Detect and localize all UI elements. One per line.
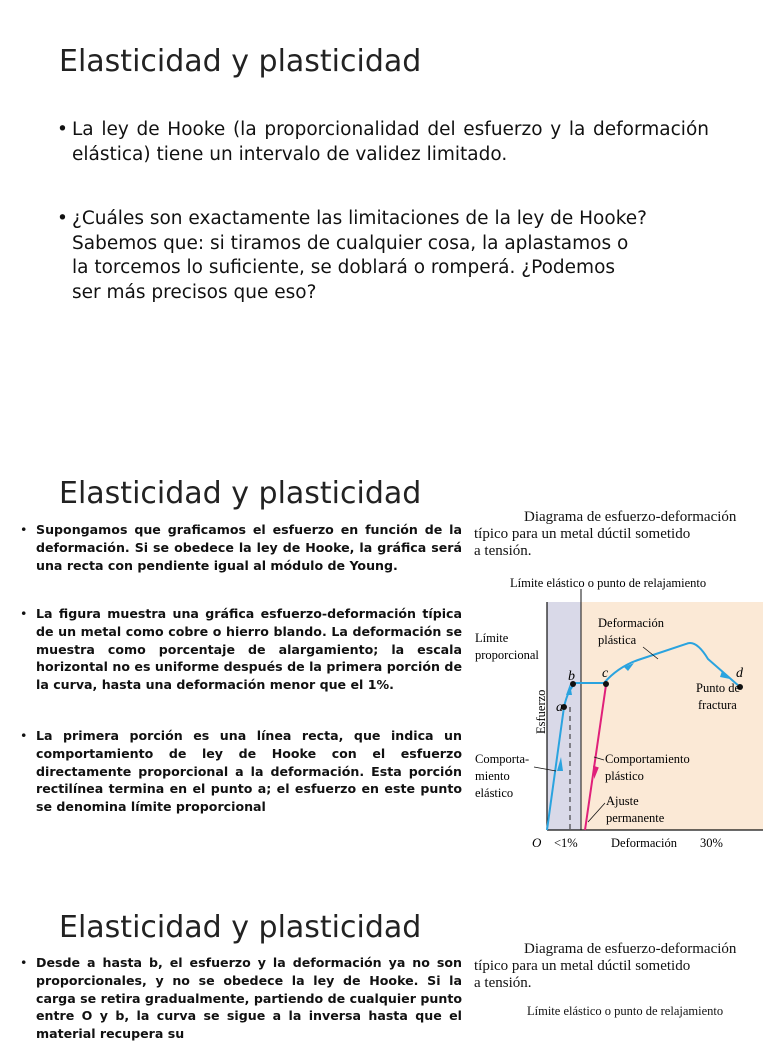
bullet-item xyxy=(20,954,462,1043)
slide-2 xyxy=(0,462,768,894)
slide-title: Elasticidad y plasticidad xyxy=(59,476,422,511)
x-tick-large: 30% xyxy=(700,836,723,850)
bullet-dot: • xyxy=(20,522,28,537)
elastic-behavior-label: Comporta- xyxy=(475,752,530,766)
slide-title: Elasticidad y plasticidad xyxy=(59,910,422,945)
stress-strain-diagram xyxy=(468,567,768,867)
elastic-behavior-label: elástico xyxy=(475,786,514,800)
plastic-deformation-label: plástica xyxy=(598,633,637,647)
bullet-dot: • xyxy=(20,728,28,743)
origin-label: O xyxy=(532,835,542,850)
bullet-text: ¿Cuáles son exactamente las limitaciones de la ley de Hooke? Sabemos que: si tiramos de cualquier cosa, la aplastamos o la torcemos lo suficiente, se doblará o romperá. ¿Podemos ser más precisos que eso? xyxy=(72,208,647,303)
figure-caption xyxy=(474,941,764,992)
y-axis-label: Esfuerzo xyxy=(534,689,548,734)
caption-line: Diagrama de esfuerzo-deformación xyxy=(524,941,737,957)
point-c xyxy=(603,681,609,687)
caption-line: a tensión. xyxy=(474,543,532,559)
bullet-item xyxy=(57,207,647,305)
figure-caption xyxy=(474,509,764,560)
bullet-text: Supongamos que graficamos el esfuerzo en función de la deformación. Si se obedece la ley de Hooke, la gráfica será una recta con pendiente igual al módulo de Young. xyxy=(36,522,462,573)
elastic-behavior-label: miento xyxy=(475,769,510,783)
plastic-behavior-label: Comportamiento xyxy=(605,752,690,766)
plastic-deformation-label: Deformación xyxy=(598,616,664,630)
fracture-point-label: Punto de xyxy=(696,681,741,695)
bullet-dot: • xyxy=(20,955,28,970)
bullet-text: La figura muestra una gráfica esfuerzo-deformación típica de un metal como cobre o hierro blando. La deformación se muestra como porcentaje de alargamiento; la escala horizontal no es uniforme después de la primera porción de la curva, hasta una deformación menor que el 1%. xyxy=(36,606,462,693)
point-label-c: c xyxy=(602,666,609,681)
x-axis-label: Deformación xyxy=(611,836,677,850)
permanent-set-label: Ajuste xyxy=(606,794,639,808)
permanent-set-label: permanente xyxy=(606,811,665,825)
proportional-limit-label: Límite xyxy=(475,631,509,645)
elastic-limit-label: Límite elástico o punto de relajamiento xyxy=(527,1004,724,1018)
caption-line: típico para un metal dúctil sometido xyxy=(474,958,691,974)
bullet-item xyxy=(20,521,462,574)
bullet-dot: • xyxy=(57,208,68,229)
bullet-item xyxy=(57,118,709,167)
caption-line: típico para un metal dúctil sometido xyxy=(474,526,691,542)
proportional-limit-label: proporcional xyxy=(475,648,539,662)
bullet-item xyxy=(20,605,462,694)
bullet-item xyxy=(20,727,462,816)
bullet-text: La ley de Hooke (la proporcionalidad del esfuerzo y la deformación elástica) tiene un intervalo de validez limitado. xyxy=(72,119,709,165)
point-label-d: d xyxy=(736,666,743,681)
elastic-limit-label: Límite elástico o punto de relajamiento xyxy=(510,576,707,590)
slide-1 xyxy=(0,0,768,450)
plastic-behavior-label: plástico xyxy=(605,769,644,783)
bullet-text: La primera porción es una línea recta, que indica un comportamiento de ley de Hooke con el esfuerzo directamente proporcional a la deformación. Esta porción rectilínea termina en el punto a; el esfuerzo en este punto se denomina límite proporcional xyxy=(36,728,462,815)
bullet-text: Desde a hasta b, el esfuerzo y la deformación ya no son proporcionales, y no se obedece la ley de Hooke. Si la carga se retira gradualmente, partiendo de cualquier punto entre O y b, la curva se sigue a la inversa hasta que el material recupera su xyxy=(36,955,462,1042)
bullet-dot: • xyxy=(57,119,68,140)
caption-line: a tensión. xyxy=(474,975,532,991)
x-tick-small: <1% xyxy=(554,836,578,850)
point-label-a: a xyxy=(556,700,563,715)
bullet-dot: • xyxy=(20,606,28,621)
caption-line: Diagrama de esfuerzo-deformación xyxy=(524,509,737,525)
fracture-point-label: fractura xyxy=(698,698,737,712)
slide-3 xyxy=(0,900,768,1042)
slide-title: Elasticidad y plasticidad xyxy=(59,44,422,79)
point-label-b: b xyxy=(568,669,575,684)
